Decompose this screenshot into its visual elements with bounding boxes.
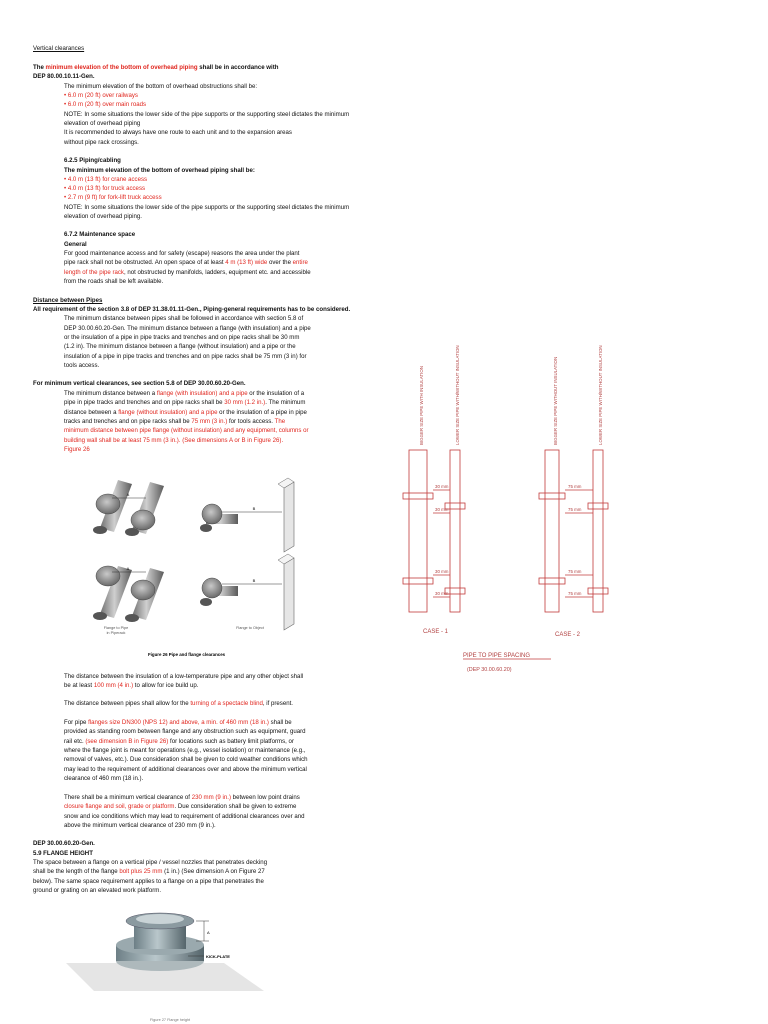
figure-26-pipe-flange-clearances: [88, 468, 320, 663]
text-line: The minimum distance between pipes shall be followed in accordance with section 5.8 of: [64, 315, 304, 322]
bold-requirement: All requirement of the section 3.8 of DEP 31.38.01.11-Gen., Piping-general requirements has to be considered.: [33, 306, 351, 313]
text-line: insulation of a pipe in pipe tracks and trenches and on pipe racks shall be 75 mm (3 in) for: [64, 353, 307, 360]
label-b-bottom: B: [252, 578, 256, 583]
label-a-bottom: A: [126, 566, 130, 571]
label-kick-plate: KICK-PLATE: [206, 954, 230, 959]
text-line: may lead to the requirement of additional clearances over and above the minimum vertical: [64, 766, 307, 773]
bullet-crane: • 4.0 m (13 ft) for crane access: [64, 176, 148, 183]
text-line: pipe in pipe tracks and trenches and on pipe racks shall be 30 mm (1.2 in.). The minimum: [64, 399, 306, 406]
bullet-forklift: • 2.7 m (9 ft) for fork-lift truck access: [64, 194, 162, 201]
dim-label: 75 mm: [568, 569, 582, 574]
pipe-pair-top: [93, 480, 164, 536]
text-line: above the minimum vertical clearance of 230 mm (9 in.).: [64, 822, 216, 829]
text-line: snow and ice conditions which may lead to requirement of additional clearances over and: [64, 813, 305, 820]
text-line: NOTE: In some situations the lower side of the pipe supports or the supporting steel dictates the minimum: [64, 111, 350, 118]
text-line: For pipe flanges size DN300 (NPS 12) and above, a min. of 460 mm (18 in.) shall be: [64, 719, 292, 726]
text-line: The minimum elevation of the bottom of overhead obstructions shall be:: [64, 83, 258, 90]
text-line: DEP 30.00.60.20-Gen. The minimum distance between a flange (with insulation) and a pipe: [64, 325, 311, 332]
pipe-to-pipe-spacing-sketch: [395, 345, 655, 685]
text-line: The minimum distance between a flange (with insulation) and a pipe or the insulation of a: [64, 390, 305, 397]
col-label-2: LOWER SIZE PIPE WITH/WITHOUT INSULATION: [455, 345, 460, 445]
text-line: For good maintenance access and for safety (escape) reasons the area under the plant: [64, 250, 300, 257]
text-line: distance between a flange (without insulation) and a pipe or the insulation of a pipe in pipe: [64, 409, 307, 416]
heading-distance-between-pipes: Distance between Pipes: [33, 297, 103, 304]
text-line: length of the pipe rack, not obstructed by manifolds, ladders, equipment etc. and accessible: [64, 269, 311, 276]
text-line: closure flange and soil, grade or platform. Due consideration shall be given to extreme: [64, 803, 297, 810]
heading-piping-cabling: 6.2.5 Piping/cabling: [64, 157, 121, 164]
heading-vertical-clearances: Vertical clearances: [33, 45, 85, 52]
text-line: It is recommended to always have one route to each unit and to the expansion areas: [64, 129, 292, 136]
text-line: shall be the length of the flange bolt plus 25 mm (1 in.) (See dimension A on Figure 27: [33, 868, 265, 875]
text-line: minimum distance between pipe flange (without insulation) and any equipment, columns or: [64, 427, 309, 434]
sketch-title: PIPE TO PIPE SPACING: [463, 653, 531, 659]
text-line: tracks and trenches and on pipe racks shall be 75 mm (3 in.) for tools access. The: [64, 418, 286, 425]
text-line: provided as standing room between flange and any obstruction such as equipment, guard: [64, 728, 306, 735]
text-line: NOTE: In some situations the lower side of the pipe supports or the supporting steel dictates the minimum: [64, 204, 350, 211]
figure-27-flange-height: [64, 905, 274, 1024]
heading-maintenance-space: 6.7.2 Maintenance space: [64, 231, 136, 238]
figure-26-ref: Figure 26: [64, 446, 90, 453]
figure-27-caption: Figure 27 Flange height: [150, 1018, 191, 1022]
label-a-top: A: [126, 492, 130, 497]
label-a: A: [207, 930, 210, 935]
intro-line-2: DEP 80.00.10.11-Gen.: [33, 73, 95, 80]
text-line: or the insulation of a pipe in pipe tracks and trenches and on pipe racks shall be 30 mm: [64, 334, 300, 341]
text-line: The space between a flange on a vertical pipe / vessel nozzles that penetrates decking: [33, 859, 268, 866]
dim-label: 75 mm: [568, 484, 582, 489]
text-line: There shall be a minimum vertical clearance of 230 mm (9 in.) between low point drains: [64, 794, 300, 801]
text-line: elevation of overhead piping.: [64, 213, 142, 220]
text-line: below). The same space requirement applies to a flange on a pipe that penetrates the: [33, 878, 264, 885]
dim-label: 30 mm: [435, 484, 449, 489]
col-label-3: BIGGER SIZE PIPE WITHOUT INSULATION: [553, 356, 558, 445]
text-line: from the roads shall be left available.: [64, 278, 164, 285]
text-line: (1.2 in). The minimum distance between a flange (without insulation) and a pipe or the: [64, 343, 296, 350]
text-line: rail etc. (see dimension B in Figure 26) for locations such as battery limit platforms, or: [64, 738, 294, 745]
label-b-top: B: [252, 506, 256, 511]
text-line: elevation of overhead piping: [64, 120, 141, 127]
bullet-railways: • 6.0 m (20 ft) over railways: [64, 92, 138, 99]
text-line: The distance between pipes shall allow for the turning of a spectacle blind, if present.: [64, 700, 294, 707]
text-line: where the flange joint is meant for operations (e.g., vessel isolation) or maintenance (e.g.,: [64, 747, 306, 754]
figure-26-caption: Figure 26 Pipe and flange clearances: [148, 652, 226, 657]
intro-line: The minimum elevation of the bottom of overhead piping shall be in accordance with: [33, 64, 279, 71]
sketch-subtitle: (DEP 30.00.60.20): [467, 667, 512, 673]
text-line: ground or grating on an elevated work platform.: [33, 887, 162, 894]
col-label-1: BIGGER SIZE PIPE WITH INSULATION: [419, 366, 424, 445]
text-line: be at least 100 mm (4 in.) to allow for ice build up.: [64, 682, 199, 689]
dim-label: 75 mm: [568, 591, 582, 596]
pipe-object-bottom: [200, 554, 294, 630]
text-line: removal of valves, etc.). Due consideration shall be given to cold weather conditions which: [64, 756, 308, 763]
text-line: without pipe rack crossings.: [64, 139, 139, 146]
pipe-object-top: [200, 478, 294, 552]
case-2-label: CASE - 2: [555, 632, 581, 638]
dim-label: 30 mm: [435, 507, 449, 512]
text-line: pipe rack shall not be obstructed. An open space of at least 4 m (13 ft) wide over the entire: [64, 259, 308, 266]
bullet-main-roads: • 6.0 m (20 ft) over main roads: [64, 101, 147, 108]
caption-in-piperack: in Piperack: [106, 631, 126, 635]
dim-label: 30 mm: [435, 591, 449, 596]
bullet-truck: • 4.0 m (13 ft) for truck access: [64, 185, 146, 192]
text-line: building wall shall be at least 75 mm (3 in.). (See dimensions A or B in Figure 26).: [64, 437, 284, 444]
case-1-label: CASE - 1: [423, 629, 449, 635]
dim-label: 75 mm: [568, 507, 582, 512]
col-label-4: LOWER SIZE PIPE WITH/WITHOUT INSULATION: [598, 345, 603, 445]
subheading-general: General: [64, 241, 87, 248]
pipe-pair-bottom: [93, 566, 164, 622]
dim-label: 30 mm: [435, 569, 449, 574]
text-line: clearance of 460 mm (18 in.).: [64, 775, 144, 782]
text-line: tools access.: [64, 362, 100, 369]
caption-flange-to-pipe: Flange to Pipe: [103, 626, 129, 630]
text-line: The distance between the insulation of a low-temperature pipe and any other object shall: [64, 673, 304, 680]
caption-flange-to-object: Flange to Object: [236, 626, 264, 630]
heading-dep: DEP 30.00.60.20-Gen.: [33, 840, 95, 847]
heading-min-vertical-clearances: For minimum vertical clearances, see section 5.8 of DEP 30.00.60.20-Gen.: [33, 380, 246, 387]
heading-flange-height: 5.9 FLANGE HEIGHT: [33, 850, 93, 857]
subheading: The minimum elevation of the bottom of overhead piping shall be:: [64, 167, 255, 174]
